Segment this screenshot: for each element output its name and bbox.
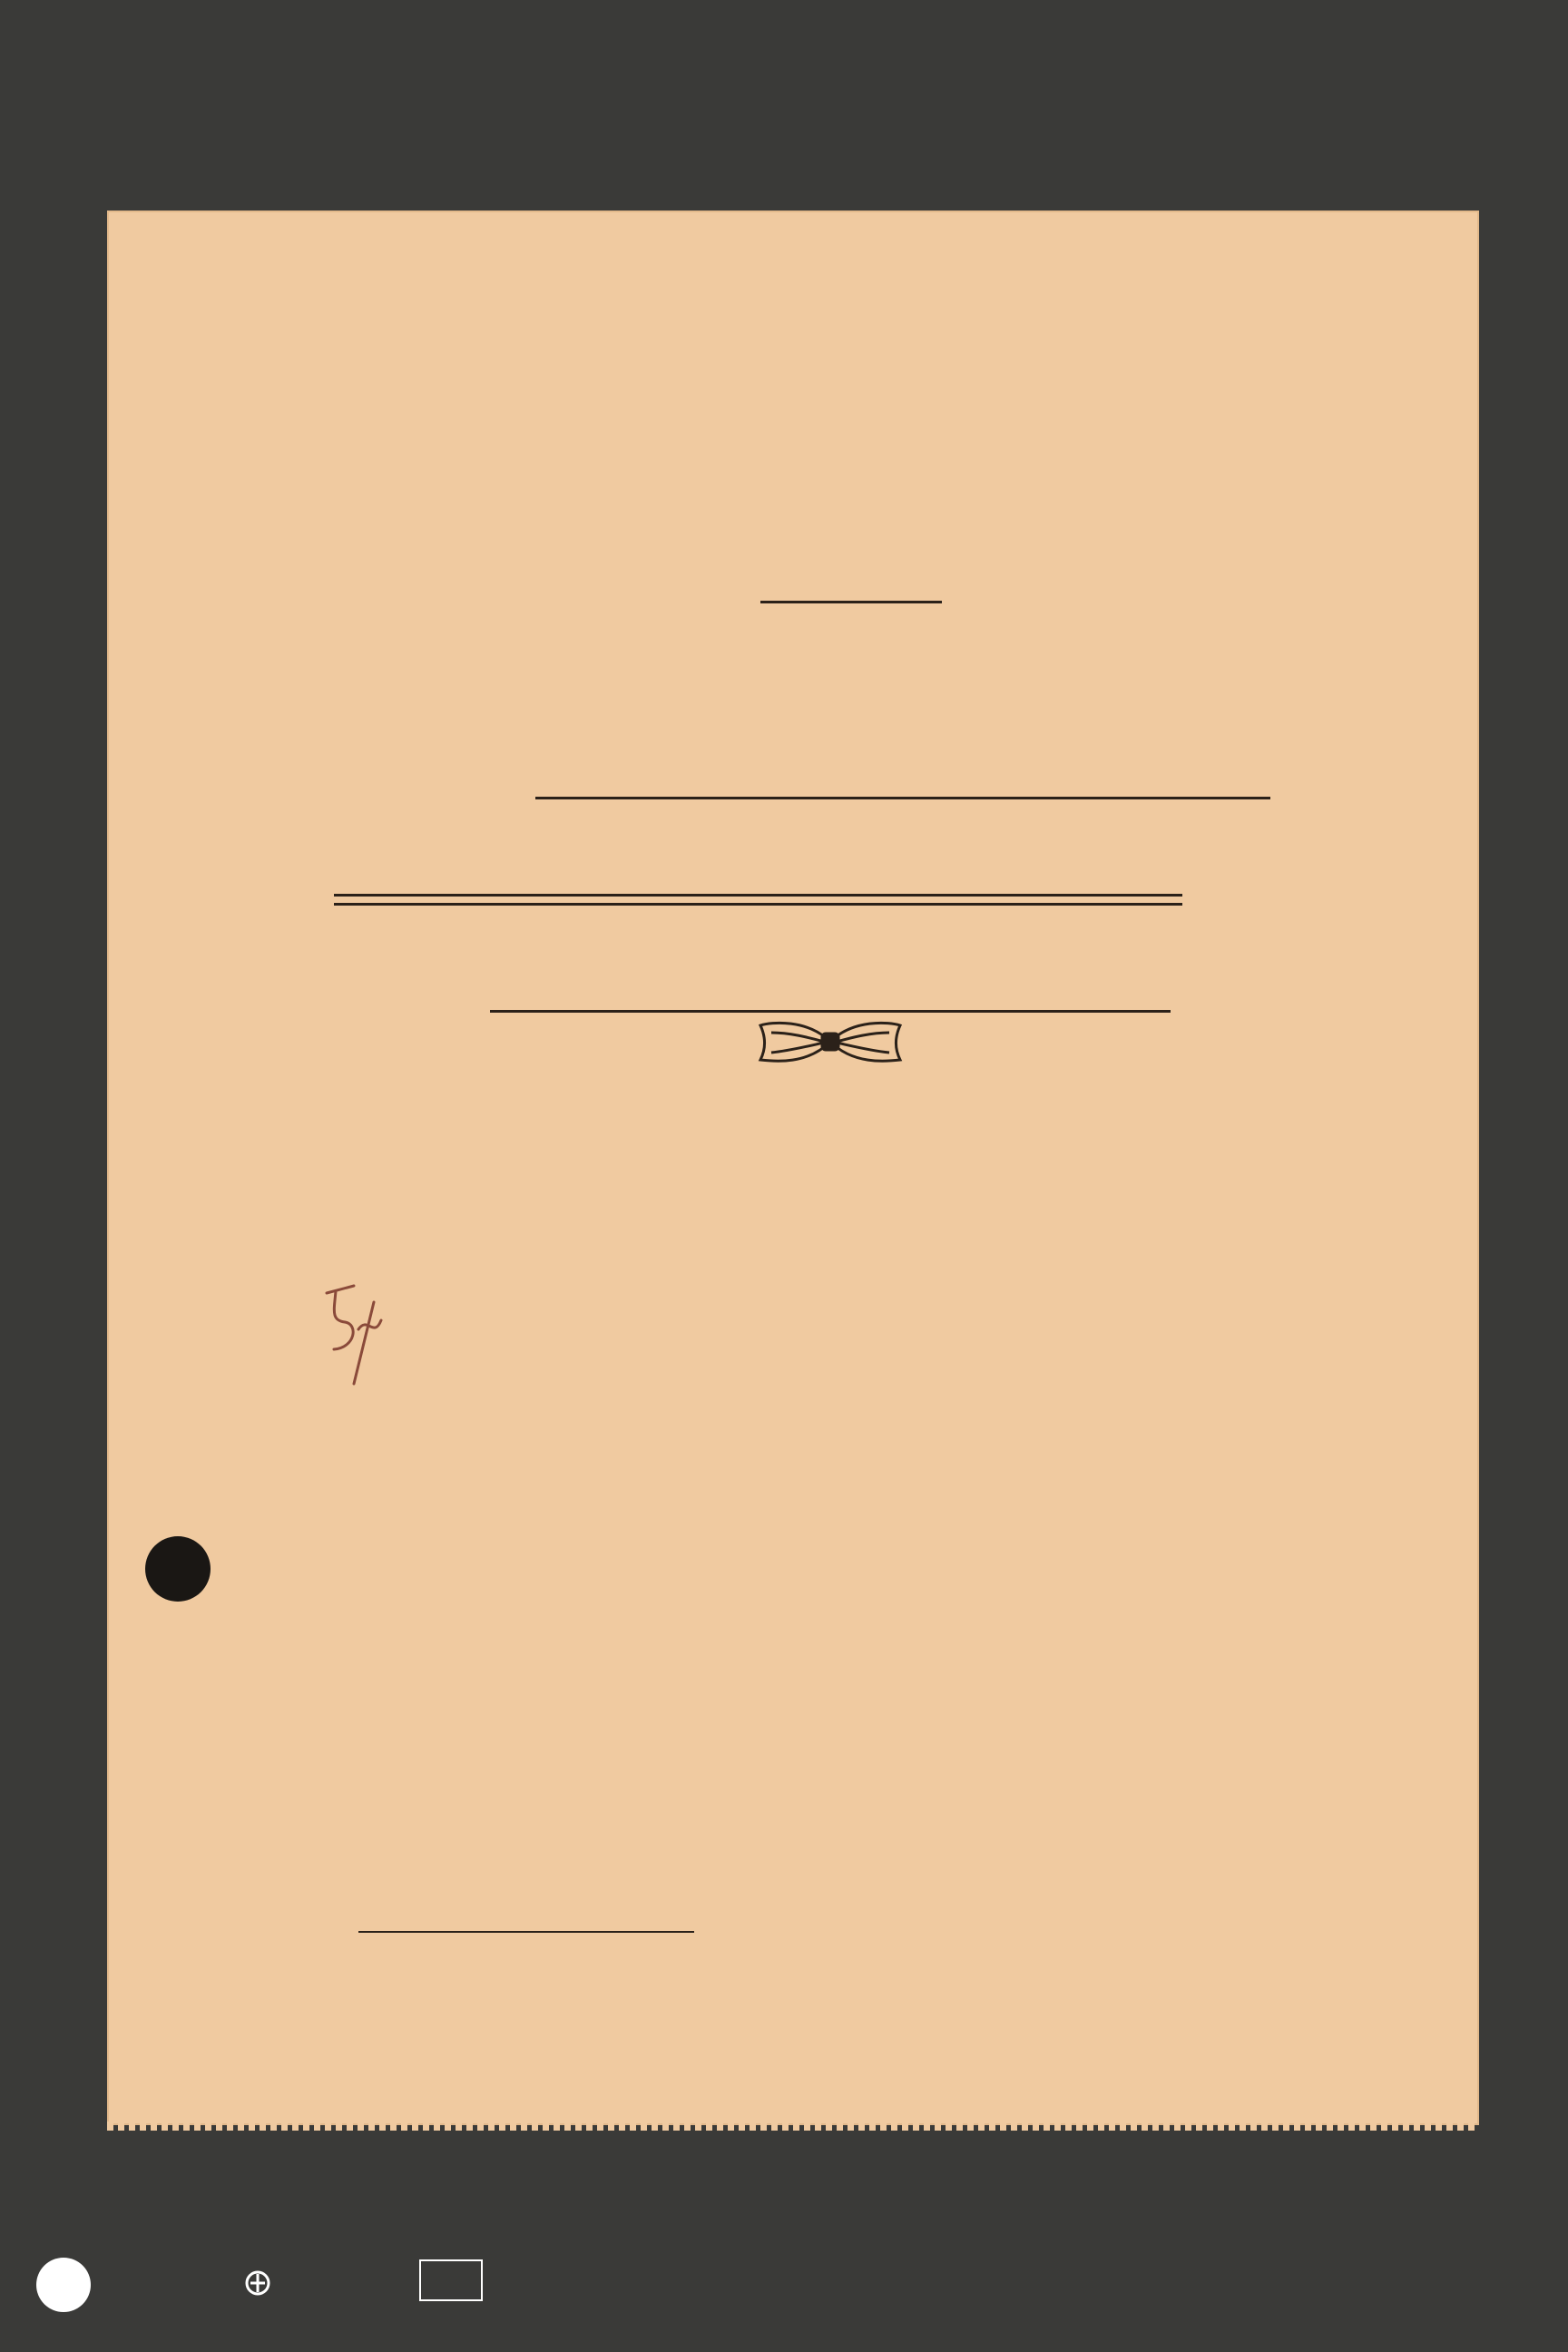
double-rule-1 xyxy=(334,894,1182,897)
printer-credit xyxy=(358,1931,694,1940)
ultimo-underline xyxy=(535,797,1270,799)
dotted-zigzag-ornament xyxy=(358,1688,1338,1751)
handwritten-price-note xyxy=(318,1266,399,1393)
double-rule-2 xyxy=(334,903,1182,906)
tournee-underline xyxy=(490,1010,1171,1013)
punch-hole xyxy=(145,1536,211,1602)
republica-emblem-icon xyxy=(245,2267,270,2299)
special-note xyxy=(358,1765,1348,1816)
prr-icon xyxy=(36,2258,91,2312)
prr-logo xyxy=(36,2254,200,2318)
rope-border-left xyxy=(263,419,319,1962)
title-underline xyxy=(760,601,942,603)
footer-bar xyxy=(0,2239,1568,2330)
eu-stars-icon xyxy=(419,2259,483,2301)
rope-border-top xyxy=(263,419,1310,465)
bow-ornament xyxy=(753,1014,907,1069)
side-slogan xyxy=(198,608,270,1779)
